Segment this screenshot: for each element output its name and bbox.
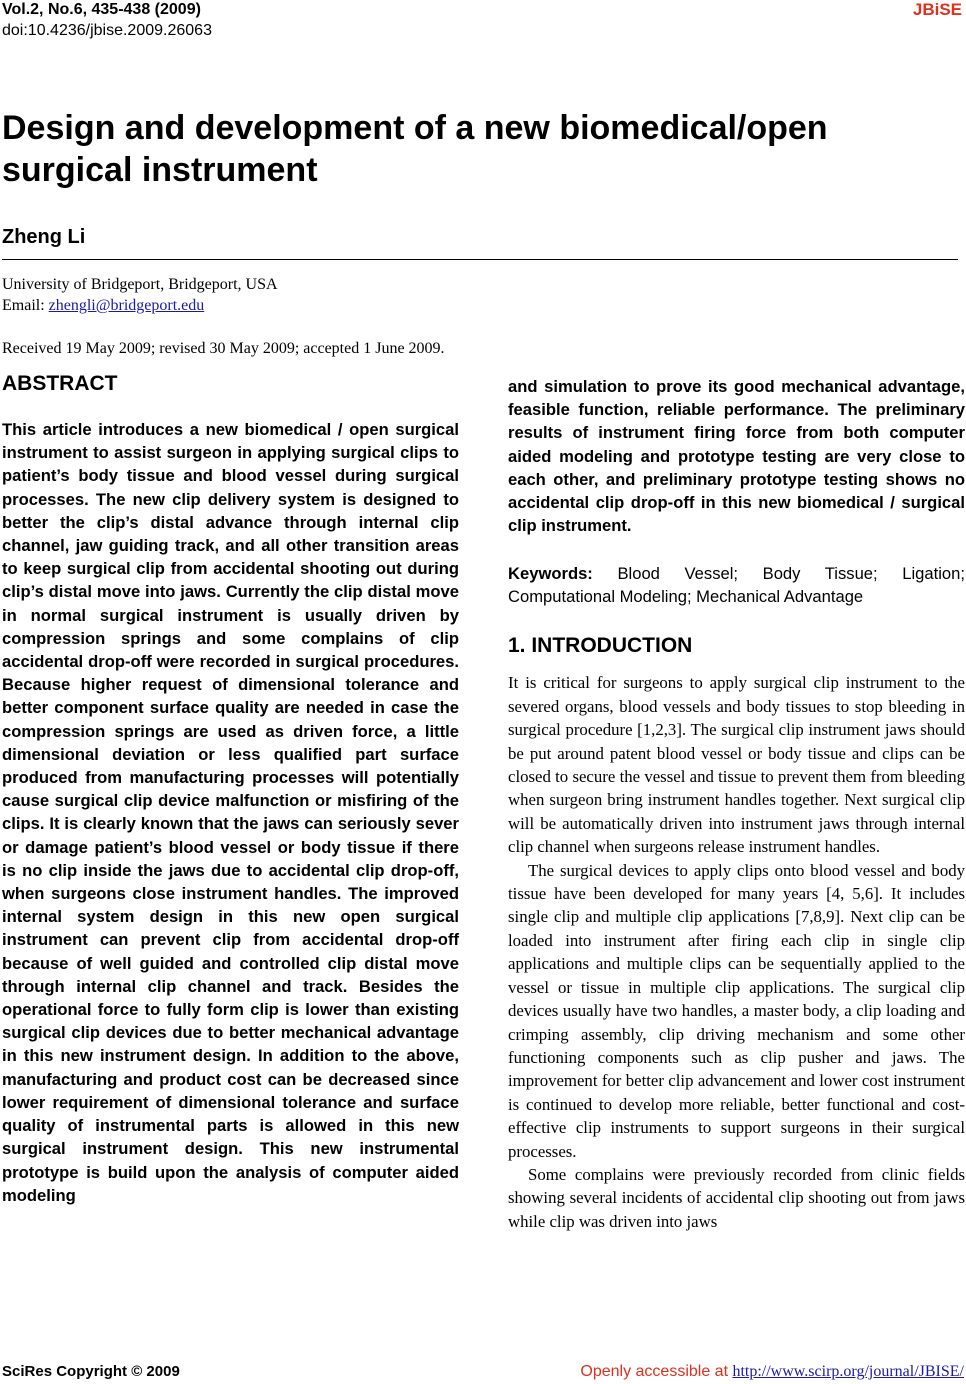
keywords-list: Blood Vessel; Body Tissue; Ligation; Computational Modeling; Mechanical Advantage: [508, 564, 965, 607]
left-column: [2, 369, 459, 1207]
abstract-heading: ABSTRACT: [2, 372, 118, 395]
keywords-label: Keywords:: [508, 564, 593, 584]
copyright-notice: SciRes Copyright © 2009: [2, 1363, 180, 1380]
intro-paragraph: It is critical for surgeons to apply surgical clip instrument to the severed organs, blood vessels and body tissues to stop bleeding in surgical procedure [1,2,3]. The surgical clip instrument jaws should be put around patent blood vessel or body tissue and clips can be closed to secure the vessel and tissue to prevent them from bleeding when surgeon bring instrument handles together. Next surgical clip will be automatically driven into instrument jaws through internal clip channel when surgeons release instrument handles.: [508, 673, 965, 857]
author-name: Zheng Li: [2, 226, 86, 248]
email-link[interactable]: zhengli@bridgeport.edu: [48, 297, 205, 314]
affiliation: University of Bridgeport, Bridgeport, USA: [2, 276, 278, 293]
email-line: [2, 295, 204, 316]
intro-paragraph: The surgical devices to apply clips onto blood vessel and body tissue have been developed for many years [4, 5,6]. It includes single clip and multiple clip applications [7,8,9]. Next clip can be loaded into instrument after firing each clip in single clip applications and multiple clips can be sequentially applied to the vessel or tissue in multiple clip applications. The surgical clip devices usually have two handles, a master body, a clip loading and crimping assembly, clip driving mechanism and some other functioning components such as clip pusher and jaws. The improvement for better clip advancement and lower cost instrument is continued to develop more reliable, better functional and cost-effective clip instruments to support surgeons in their surgical processes.: [508, 860, 965, 1161]
journal-url-link[interactable]: http://www.scirp.org/journal/JBISE/: [732, 1363, 964, 1380]
doi: doi:10.4236/jbise.2009.26063: [2, 22, 212, 39]
paper-title: Design and development of a new biomedical/open surgical instrument: [2, 109, 828, 189]
introduction-heading: 1. INTRODUCTION: [508, 634, 693, 658]
abstract-text: This article introduces a new biomedical / open surgical instrument to assist surgeon in applying surgical clips to patient’s body tissue and blood vessel during surgical processes. The new clip delivery system is designed to better the clip’s distal advance through internal clip channel, jaw guiding track, and all other transition areas to keep surgical clip from accidental shooting out during clip’s distal move into jaws. Currently the clip distal move in normal surgical instrument is usually driven by compression springs and some complains of clip accidental drop-off were recorded in surgical procedures. Because higher request of dimensional tolerance and better component surface quality are needed in case the compression springs are used as driven force, a little dimensional deviation or less qualified part surface produced from manufacturing processes will potentially cause surgical clip device malfunction or misfiring of the clips. It is clearly known that the jaws can seriously sever or damage patient’s blood vessel or body tissue if there is no clip inside the jaws due to accidental clip drop-off, when surgeons close instrument handles. The improved internal system design in this new open surgical instrument can prevent clip from accidental drop-off because of well guided and controlled clip distal move through internal clip channel and track. Besides the operational force to fully form clip is lower than existing surgical clip devices due to better mechanical advantage in this new instrument design. In addition to the above, manufacturing and product cost can be decreased since lower requirement of dimensional tolerance and surface quality of instrumental parts is allowed in this new surgical instrument design. This new instrumental prototype is build upon the analysis of computer aided modeling: [2, 420, 459, 1205]
access-label: Openly accessible at: [580, 1363, 733, 1380]
intro-paragraph: Some complains were previously recorded from clinic fields showing several incidents of accidental clip shooting out from jaws while clip was driven into jaws: [508, 1164, 965, 1231]
journal-name: JBiSE: [912, 0, 962, 19]
right-column: [508, 375, 965, 1233]
access-notice: [580, 1362, 964, 1382]
keywords: [508, 562, 965, 608]
abstract-text-continued: and simulation to prove its good mechanical advantage, feasible function, reliable performance. The preliminary results of instrument firing force from both computer aided modeling and prototype testing are very close to each other, and preliminary prototype testing shows no accidental clip drop-off in this new biomedical / surgical clip instrument.: [508, 377, 965, 536]
received-dates: Received 19 May 2009; revised 30 May 2009; accepted 1 June 2009.: [2, 340, 445, 357]
journal-volume: Vol.2, No.6, 435-438 (2009): [2, 1, 201, 18]
header-divider: [2, 259, 958, 260]
email-label: Email:: [2, 297, 49, 314]
